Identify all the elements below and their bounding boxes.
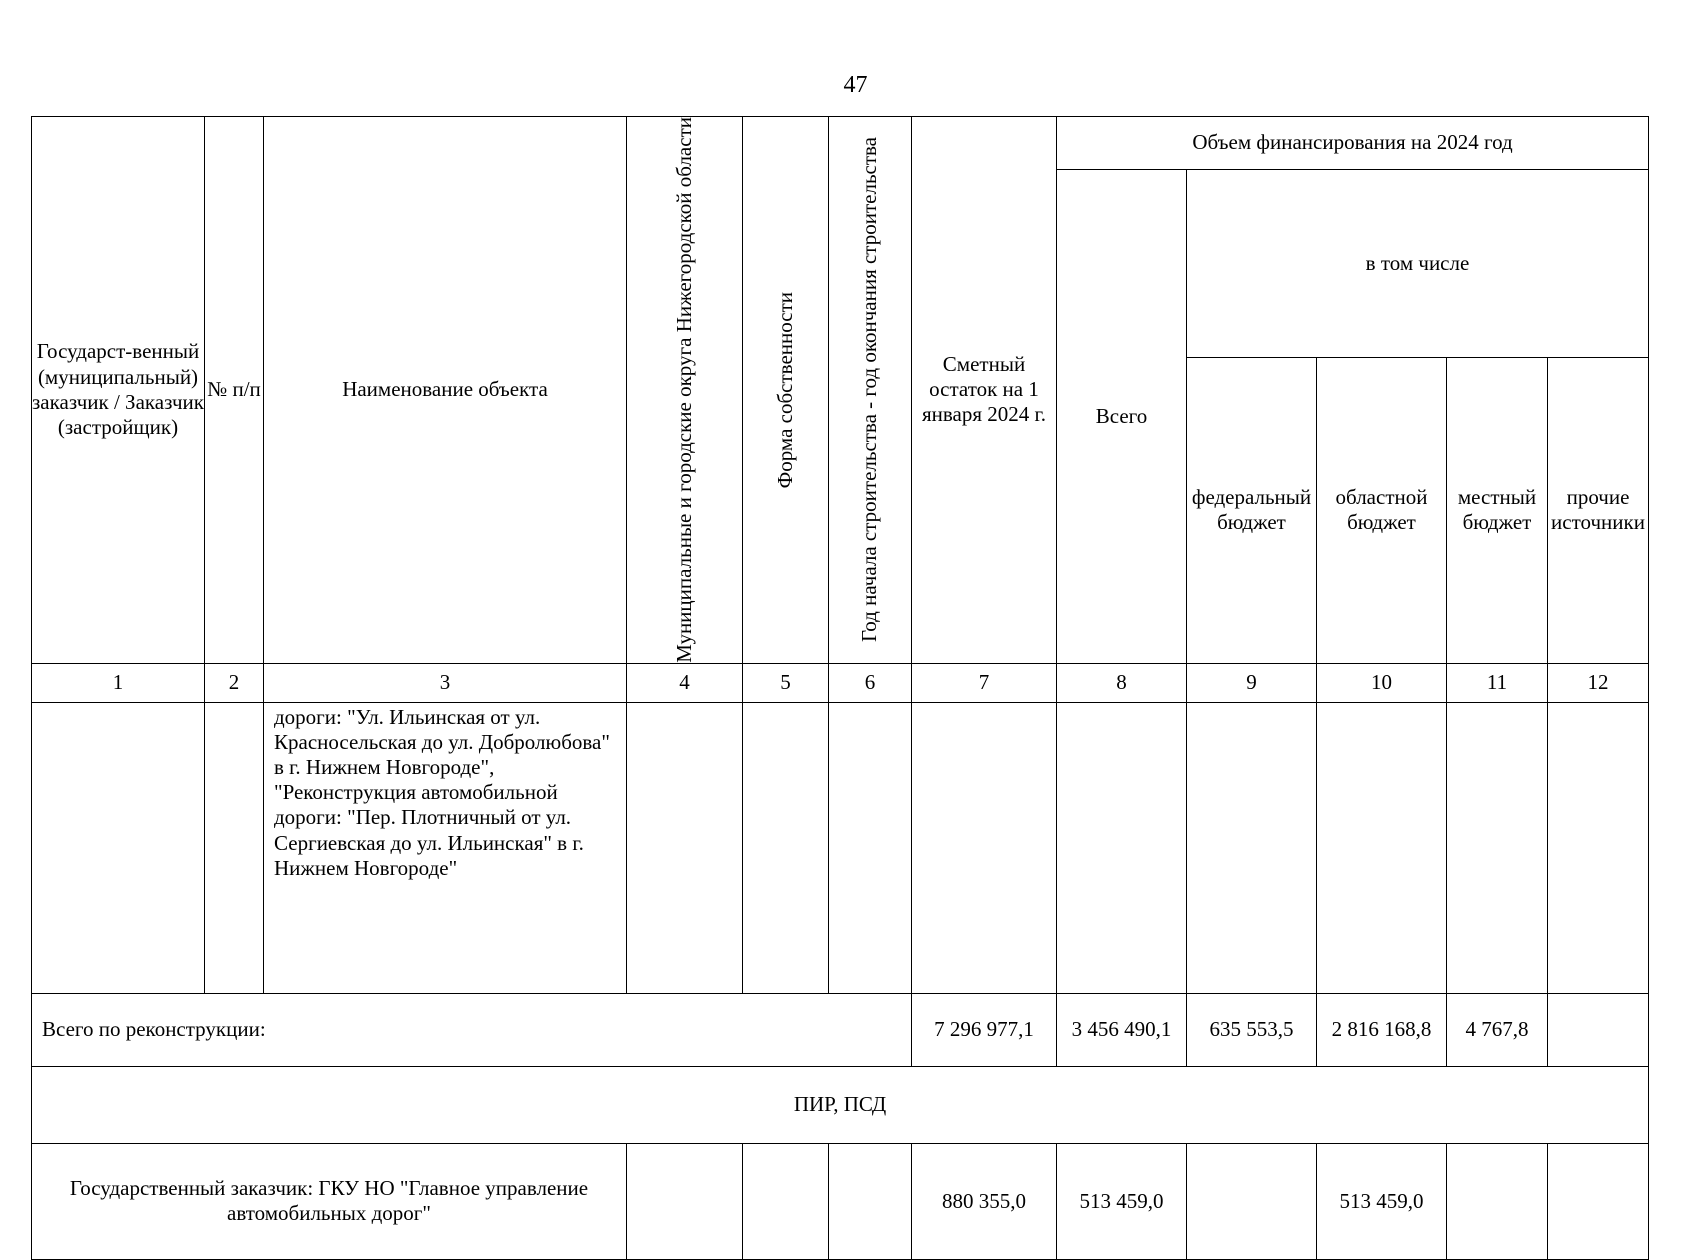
cell-empty bbox=[205, 702, 264, 993]
total-sum: 3 456 490,1 bbox=[1057, 993, 1187, 1066]
column-number: 6 bbox=[829, 663, 912, 702]
cell-empty bbox=[32, 702, 205, 993]
customer-federal bbox=[1187, 1143, 1317, 1259]
column-number: 12 bbox=[1548, 663, 1649, 702]
customer-regional: 513 459,0 bbox=[1317, 1143, 1447, 1259]
section-row bbox=[32, 1066, 1649, 1143]
total-label: Всего по реконструкции: bbox=[32, 993, 912, 1066]
total-regional: 2 816 168,8 bbox=[1317, 993, 1447, 1066]
header-estimate-remainder: Сметный остаток на 1 января 2024 г. bbox=[912, 117, 1057, 664]
budget-table bbox=[31, 116, 1649, 1260]
header-total: Всего bbox=[1057, 170, 1187, 664]
customer-estimate-remainder: 880 355,0 bbox=[912, 1143, 1057, 1259]
column-number: 8 bbox=[1057, 663, 1187, 702]
cell-empty bbox=[1187, 702, 1317, 993]
total-federal: 635 553,5 bbox=[1187, 993, 1317, 1066]
header-years bbox=[829, 117, 912, 664]
cell-empty bbox=[627, 1143, 743, 1259]
customer-local bbox=[1447, 1143, 1548, 1259]
header-municipality bbox=[627, 117, 743, 664]
cell-empty bbox=[1057, 702, 1187, 993]
header-object-name: Наименование объекта bbox=[264, 117, 627, 664]
cell-empty bbox=[912, 702, 1057, 993]
header-funding-group: Объем финансирования на 2024 год bbox=[1057, 117, 1649, 170]
cell-empty bbox=[1548, 702, 1649, 993]
header-row-number: № п/п bbox=[205, 117, 264, 664]
column-number: 7 bbox=[912, 663, 1057, 702]
column-number: 10 bbox=[1317, 663, 1447, 702]
total-local: 4 767,8 bbox=[1447, 993, 1548, 1066]
header-local: местный бюджет bbox=[1447, 357, 1548, 663]
header-other: прочие источники bbox=[1548, 357, 1649, 663]
total-estimate-remainder: 7 296 977,1 bbox=[912, 993, 1057, 1066]
header-customer: Государст-венный (муниципальный) заказчик / Заказчик (застройщик) bbox=[32, 117, 205, 664]
cell-empty bbox=[1317, 702, 1447, 993]
cell-empty bbox=[627, 702, 743, 993]
total-other bbox=[1548, 993, 1649, 1066]
cell-empty bbox=[743, 1143, 829, 1259]
header-municipality-text: Муниципальные и городские округа Нижегородской области bbox=[671, 117, 696, 663]
cell-empty bbox=[1447, 702, 1548, 993]
header-including: в том числе bbox=[1187, 170, 1649, 358]
object-name-continued: дороги: "Ул. Ильинская от ул. Красносельская до ул. Добролюбова" в г. Нижнем Новгороде", "Реконструкция автомобильной дороги: "Пер. Плотничный от ул. Сергиевская до ул. Ильинская" в г. Нижнем Новгороде" bbox=[264, 702, 627, 993]
header-federal: федеральный бюджет bbox=[1187, 357, 1317, 663]
column-number: 11 bbox=[1447, 663, 1548, 702]
customer-other bbox=[1548, 1143, 1649, 1259]
header-ownership bbox=[743, 117, 829, 664]
page-number: 47 bbox=[843, 72, 868, 98]
cell-empty bbox=[829, 702, 912, 993]
total-row bbox=[32, 993, 1649, 1066]
column-number: 1 bbox=[32, 663, 205, 702]
customer-row bbox=[32, 1143, 1649, 1259]
column-number-row bbox=[32, 663, 1649, 702]
column-number: 9 bbox=[1187, 663, 1317, 702]
table-row bbox=[32, 702, 1649, 993]
header-ownership-text: Форма собственности bbox=[772, 291, 797, 489]
section-title: ПИР, ПСД bbox=[32, 1066, 1649, 1143]
column-number: 5 bbox=[743, 663, 829, 702]
column-number: 2 bbox=[205, 663, 264, 702]
customer-total: 513 459,0 bbox=[1057, 1143, 1187, 1259]
column-number: 4 bbox=[627, 663, 743, 702]
customer-label: Государственный заказчик: ГКУ НО "Главное управление автомобильных дорог" bbox=[32, 1143, 627, 1259]
header-years-text: Год начала строительства - год окончания строительства bbox=[857, 137, 882, 643]
header-regional: областной бюджет bbox=[1317, 357, 1447, 663]
column-number: 3 bbox=[264, 663, 627, 702]
cell-empty bbox=[743, 702, 829, 993]
cell-empty bbox=[829, 1143, 912, 1259]
